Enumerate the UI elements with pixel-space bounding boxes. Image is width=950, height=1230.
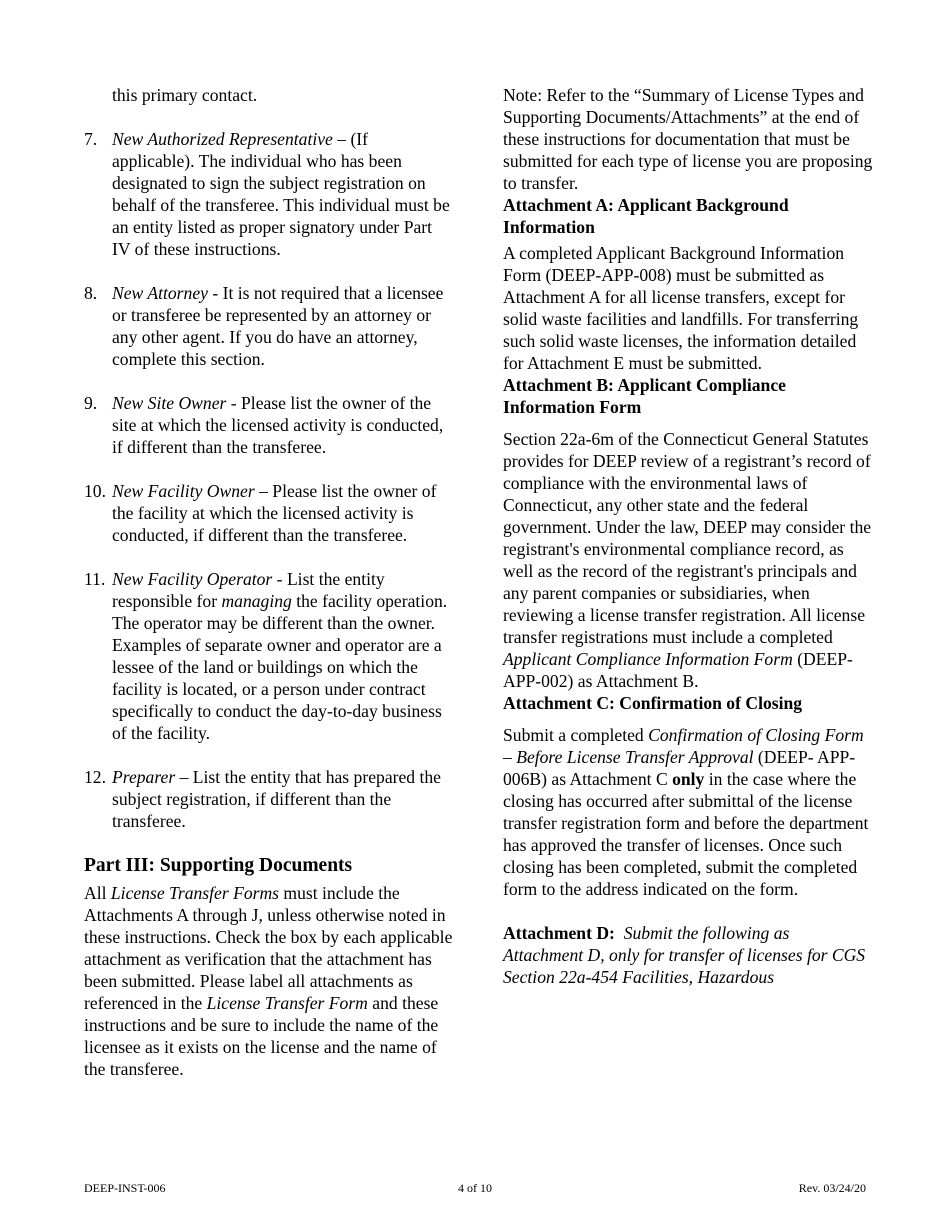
item-number: 7. (84, 129, 98, 149)
right-column (503, 84, 873, 988)
attachment-d-heading: Attachment D: (503, 923, 615, 943)
item-title: New Attorney (112, 283, 208, 303)
attachment-b-heading: Attachment B: Applicant Compliance Information Form (503, 375, 786, 417)
item-title: New Site Owner (112, 393, 227, 413)
item-number: 11. (84, 569, 106, 589)
attachment-d-paragraph (503, 922, 873, 988)
attachment-a-heading: Attachment A: Applicant Background Information (503, 195, 789, 237)
attachment-d-body: Submit the following as Attachment D, only for transfer of licenses for CGS Section 22a-454 Facilities, Hazardous (503, 923, 866, 987)
attachment-b-body: Section 22a-6m of the Connecticut General Statutes provides for DEEP review of a registrant’s record of compliance with the environmental laws of Connecticut, any other state and the federal government. Under the law, DEEP may consider the registrant's environmental compliance record, as well as the record of the registrant's principals and any parent companies or subsidiaries, when reviewing a license transfer registration. All license transfer registrations must include a completed Applicant Compliance Information Form (DEEP-APP-002) as Attachment B. (503, 429, 872, 691)
intro-tail: this primary contact. (112, 85, 258, 105)
part3-paragraph: All License Transfer Forms must include the Attachments A through J, unless otherwise noted in these instructions. Check the box by each applicable attachment as verification that the attachment has been submitted. Please label all attachments as referenced in the License Transfer Form and these instructions and be sure to include the name of the licensee as it exists on the license and the name of the transferee. (84, 883, 453, 1079)
item-number: 12. (84, 767, 106, 787)
attachment-c-heading: Attachment C: Confirmation of Closing (503, 693, 803, 713)
item-number: 9. (84, 393, 98, 413)
item-title: New Facility Owner (112, 481, 255, 501)
item-text: List the entity that has prepared the subject registration, if different than the transferee. (112, 767, 441, 831)
item-number: 10. (84, 481, 106, 501)
footer-doc-id: DEEP-INST-006 (84, 1181, 166, 1195)
footer-page-number: 4 of 10 (458, 1181, 492, 1195)
list-item-12: 12. Preparer – List the entity that has prepared the subject registration, if different than the transferee. (84, 767, 441, 831)
attachment-c-body: Submit a completed Confirmation of Closing Form – Before License Transfer Approval (DEEP- APP-006B) as Attachment C only in the case where the closing has occurred after submittal of the license transfer registration form and before the department has approved the transfer of licenses. Once such closing has been completed, submit the completed form to the address indicated on the form. (503, 725, 869, 899)
list-item-9: 9. New Site Owner - Please list the owner of the site at which the licensed activity is conducted, if different than the transferee. (84, 393, 444, 457)
list-item-7: 7. New Authorized Representative – (If applicable). The individual who has been designated to sign the subject registration on behalf of the transferee. This individual must be an entity listed as proper signatory under Part IV of these instructions. (84, 129, 450, 259)
item-text: Please list the owner of the facility at which the licensed activity is conducted, if different than the transferee. (112, 481, 437, 545)
attachment-a-body: A completed Applicant Background Information Form (DEEP-APP-008) must be submitted as Attachment A for all license transfers, except for solid waste facilities and landfills. For transferring such solid waste licenses, the information detailed for Attachment E must be submitted. (503, 243, 859, 373)
item-title: New Facility Operator (112, 569, 273, 589)
list-item-10: 10. New Facility Owner – Please list the owner of the facility at which the licensed activity is conducted, if different than the transferee. (84, 481, 437, 545)
item-text: It is not required that a licensee or transferee be represented by an attorney or any other agent. If you do have an attorney, complete this section. (112, 283, 444, 369)
item-title: Preparer (112, 767, 176, 787)
list-item-8: 8. New Attorney - It is not required that a licensee or transferee be represented by an attorney or any other agent. If you do have an attorney, complete this section. (84, 283, 444, 369)
item-text: Please list the owner of the site at which the licensed activity is conducted, if different than the transferee. (112, 393, 444, 457)
item-number: 8. (84, 283, 98, 303)
item-title: New Authorized Representative (112, 129, 333, 149)
part3-heading: Part III: Supporting Documents (84, 855, 353, 876)
item-text: (If applicable). The individual who has been designated to sign the subject registration on behalf of the transferee. This individual must be an entity listed as proper signatory under Part IV of these instructions. (112, 129, 450, 259)
list-item-11: 11. New Facility Operator - List the entity responsible for managing the facility operation. The operator may be different than the owner. Examples of separate owner and operator are a lessee of the land or buildings on which the facility is located, or a person under contract specifically to conduct the day-to-day business of the facility. (84, 569, 448, 743)
note-paragraph: Note: Refer to the “Summary of License Types and Supporting Documents/Attachments” at the end of these instructions for documentation that must be submitted for each type of license you are proposing to transfer. (503, 85, 873, 193)
left-column (84, 84, 454, 1080)
footer-revision: Rev. 03/24/20 (798, 1181, 866, 1195)
